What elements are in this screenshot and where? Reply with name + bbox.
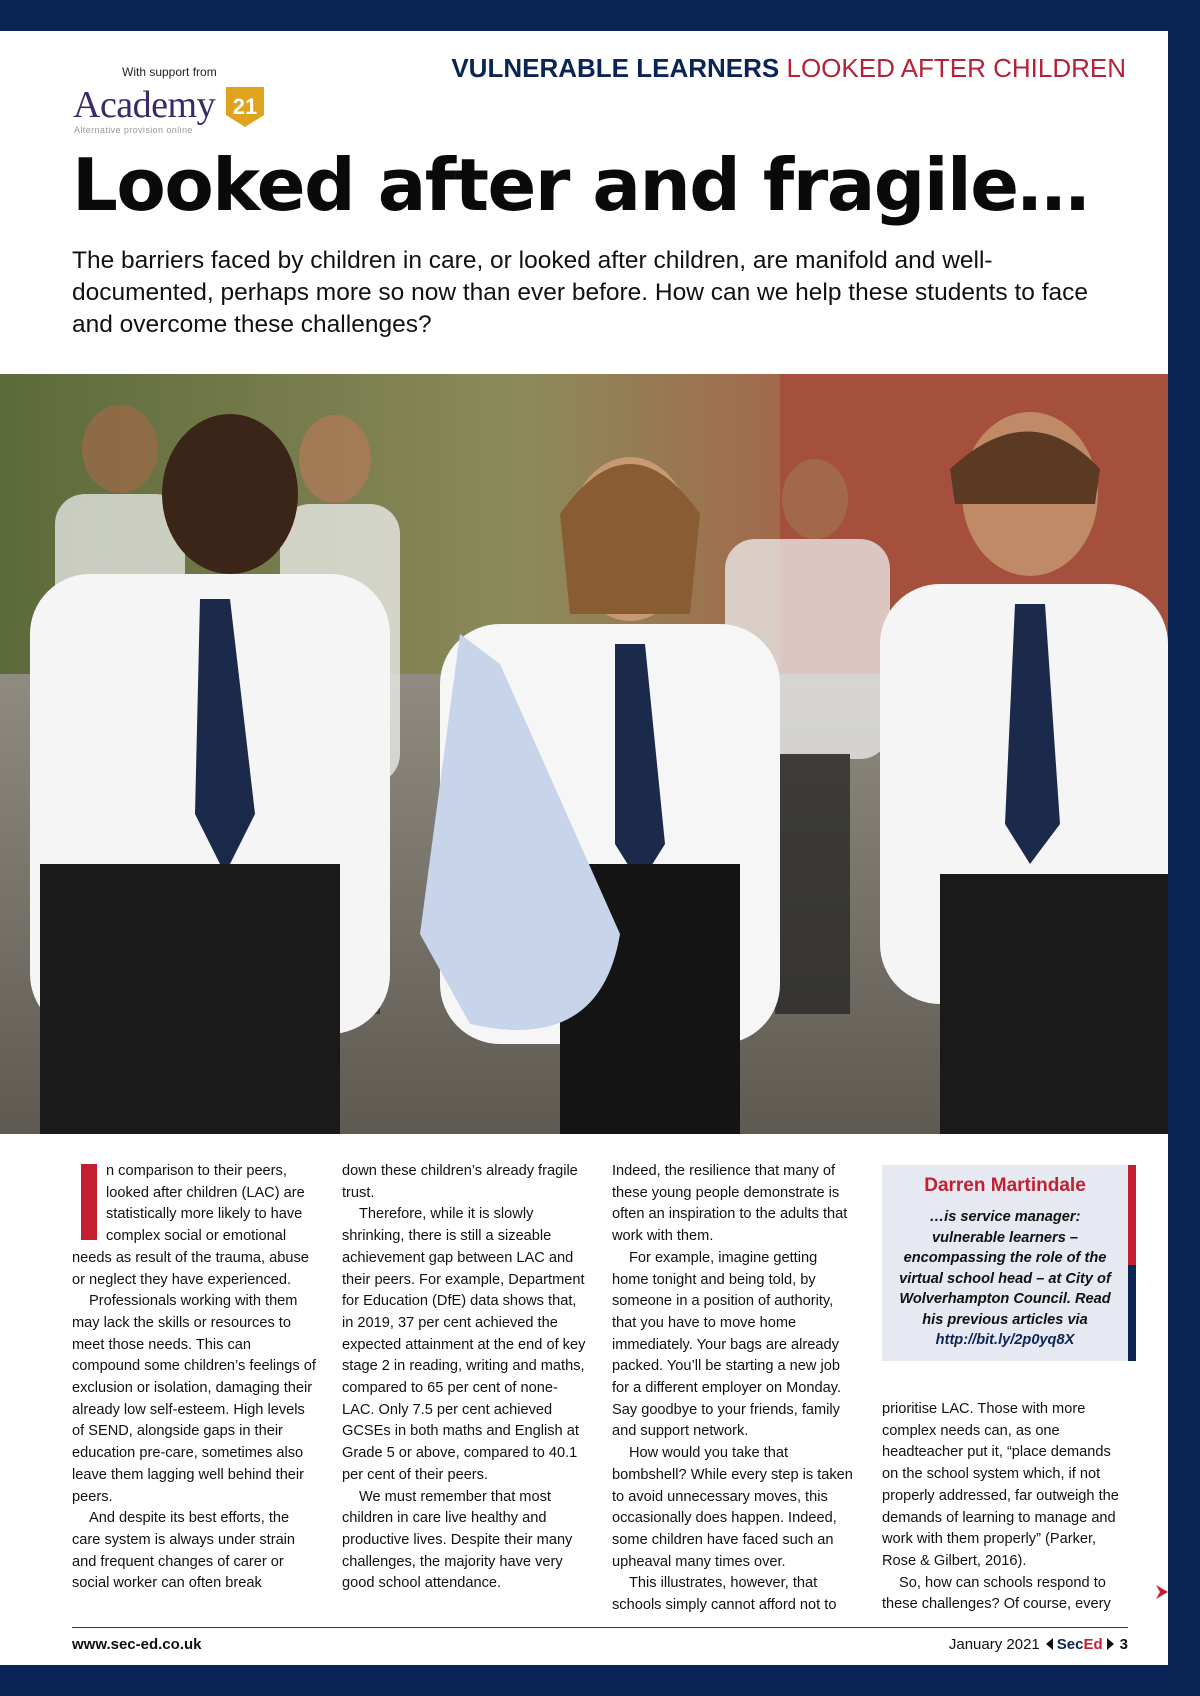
continue-arrow-icon — [1156, 1585, 1168, 1599]
page-number: 3 — [1119, 1636, 1128, 1653]
prev-page-icon[interactable] — [1046, 1638, 1053, 1650]
article-paragraph: Indeed, the resilience that many of these young people demonstrate is often an inspiration to the adults that work with them. — [612, 1163, 848, 1245]
author-bio-text: …is service manager: vulnerable learners – encompassing the role of the virtual school head – at City of Wolverhampton Council. Read his previous articles via — [899, 1209, 1111, 1328]
article-paragraph: This illustrates, however, that schools simply cannot afford not to — [612, 1575, 837, 1614]
section-secondary: LOOKED AFTER CHILDREN — [786, 53, 1126, 83]
next-page-icon[interactable] — [1107, 1638, 1114, 1650]
students-photo — [0, 374, 1168, 1134]
article-standfirst: The barriers faced by children in care, or looked after children, are manifold and well-documented, perhaps more so now than ever before. How can we help these students to face and overcome these challenges? — [72, 247, 1088, 338]
support-text: With support from — [122, 65, 217, 79]
logo-number: 21 — [232, 94, 258, 119]
author-articles-link[interactable]: http://bit.ly/2p0yq8X — [935, 1332, 1075, 1348]
author-box-accent-navy — [1128, 1265, 1136, 1361]
article-paragraph: n comparison to their peers, looked after children (LAC) are statistically more likely to have complex social or emotional needs as result of the trauma, abuse or neglect they have experienced. — [72, 1163, 309, 1288]
article-paragraph: We must remember that most children in care live healthy and productive lives. Despite their many challenges, the majority have very good school attendance. — [342, 1488, 573, 1592]
section-label — [451, 53, 1126, 84]
drop-cap — [81, 1164, 97, 1240]
article-column-1 — [72, 1161, 316, 1595]
footer-divider — [72, 1627, 1128, 1628]
article-column-3 — [612, 1161, 856, 1617]
article-paragraph: And despite its best efforts, the care system is always under strain and frequent changes of carer or social worker can often break — [72, 1510, 296, 1592]
article-paragraph: down these children’s already fragile trust. — [342, 1163, 578, 1201]
magazine-page — [0, 31, 1168, 1665]
logo-tagline: Alternative provision online — [74, 125, 193, 135]
article-paragraph: Professionals working with them may lack the skills or resources to meet those needs. This can compound some children’s feelings of exclusion or isolation, damaging their already low self-esteem. High levels of SEND, alongside gaps in their education pre-care, sometimes also leave them lagging well behind their peers. — [72, 1293, 316, 1505]
section-primary: VULNERABLE LEARNERS — [451, 53, 780, 83]
brand-sec: Sec — [1056, 1636, 1084, 1653]
author-box-accent-red — [1128, 1165, 1136, 1265]
author-box — [882, 1165, 1128, 1361]
brand-ed: Ed — [1083, 1636, 1103, 1653]
issue-date: January 2021 — [948, 1636, 1040, 1653]
footer-website[interactable]: www.sec-ed.co.uk — [72, 1636, 202, 1653]
article-paragraph: So, how can schools respond to these challenges? Of course, every — [882, 1574, 1111, 1613]
article-title: Looked after and fragile… — [72, 143, 1089, 227]
article-paragraph: Therefore, while it is slowly shrinking, there is still a sizeable achievement gap between LAC and their peers. For example, Department for Education (DfE) data shows that, in 2019, 37 per cent achieved the expected attainment at the end of key stage 2 in reading, writing and maths, compared to 65 per cent of none-LAC. Only 7.5 per cent achieved GCSEs in both maths and English at Grade 5 or above, compared to 40.1 per cent of their peers. — [342, 1206, 586, 1483]
article-column-4 — [882, 1399, 1126, 1616]
article-paragraph: How would you take that bombshell? While every step is taken to avoid unnecessary moves, this occasionally does happen. Indeed, some children have faced such an upheaval many times over. — [612, 1445, 853, 1570]
logo-word: Academy — [73, 84, 216, 126]
article-paragraph: prioritise LAC. Those with more complex needs can, as one headteacher put it, “place demands on the school system which, if not properly addressed, far outweigh the demands of learning to manage and work with them properly” (Parker, Rose & Gilbert, 2016). — [882, 1401, 1119, 1569]
author-name: Darren Martindale — [924, 1175, 1086, 1196]
logo-badge-icon — [226, 87, 264, 127]
article-column-2 — [342, 1161, 586, 1595]
author-bio — [892, 1207, 1118, 1351]
footer-issue-info — [949, 1636, 1128, 1653]
article-paragraph: For example, imagine getting home tonight and being told, by someone in a position of authority, that you have to move home immediately. Your bags are already packed. You’ll be starting a new job for a different employer on Monday. Say goodbye to your friends, family and support network. — [612, 1249, 842, 1440]
